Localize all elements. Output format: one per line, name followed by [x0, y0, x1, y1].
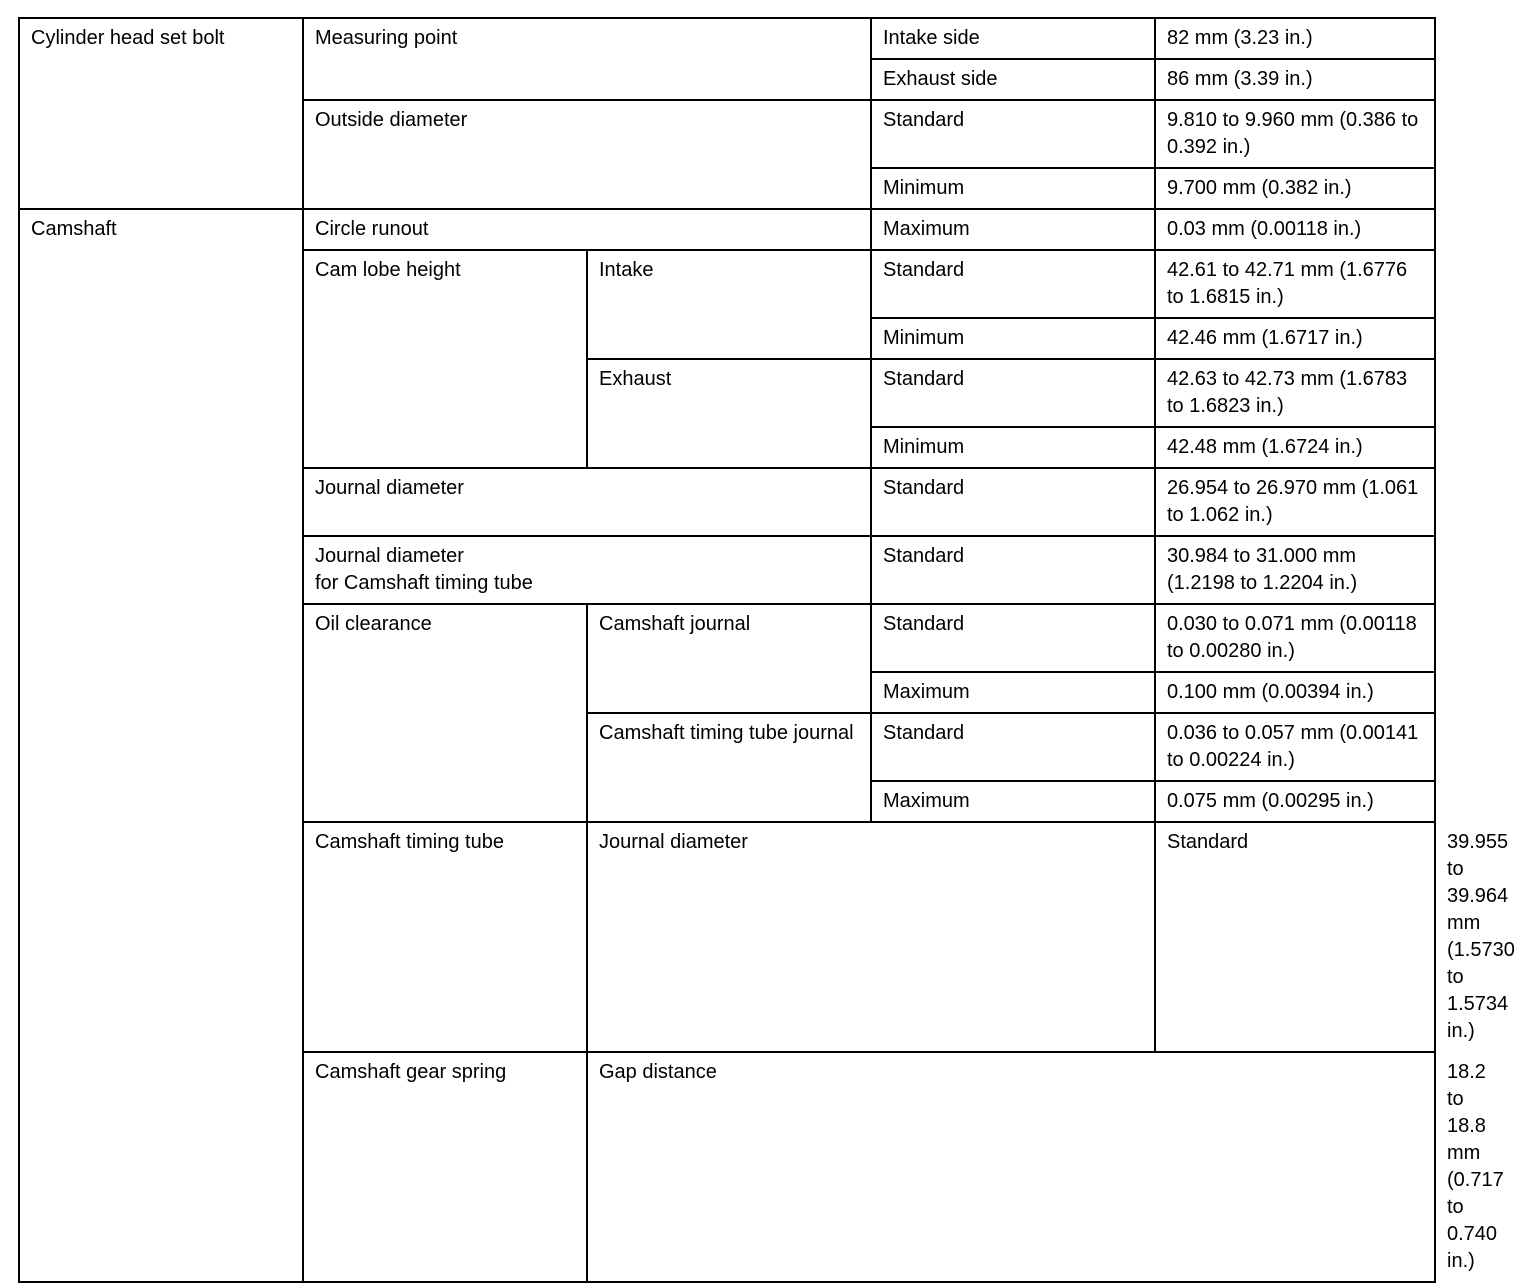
- condition-minimum: Minimum: [871, 168, 1155, 209]
- item-circle-runout: Circle runout: [303, 209, 871, 250]
- condition-maximum: Maximum: [871, 672, 1155, 713]
- condition-standard: Standard: [871, 536, 1155, 604]
- value-cam-lobe-exhaust-standard: 42.63 to 42.73 mm (1.6783 to 1.6823 in.): [1155, 359, 1435, 427]
- value-circle-runout-maximum: 0.03 mm (0.00118 in.): [1155, 209, 1435, 250]
- value-intake-side: 82 mm (3.23 in.): [1155, 18, 1435, 59]
- value-journal-diameter-timing-tube-standard: 30.984 to 31.000 mm (1.2198 to 1.2204 in.): [1155, 536, 1435, 604]
- value-outside-diameter-minimum: 9.700 mm (0.382 in.): [1155, 168, 1435, 209]
- subitem-intake: Intake: [587, 250, 871, 359]
- item-journal-diameter-line: Journal diameter: [315, 545, 464, 567]
- item-for-camshaft-timing-tube-line: for Camshaft timing tube: [315, 572, 533, 594]
- item-cam-lobe-height: Cam lobe height: [303, 250, 587, 468]
- condition-maximum: Maximum: [871, 781, 1155, 822]
- table-row: [19, 209, 1435, 250]
- condition-maximum: Maximum: [871, 209, 1155, 250]
- item-journal-diameter-timing-tube: [303, 536, 871, 604]
- subitem-camshaft-journal: Camshaft journal: [587, 604, 871, 713]
- item-timing-tube-journal-diameter: Journal diameter: [587, 822, 1155, 1052]
- table-row: Camshaft timing tube Journal diameter Standard 39.955 to 39.964 mm (1.5730 to 1.5734 in.): [19, 822, 1435, 1052]
- item-oil-clearance: Oil clearance: [303, 604, 587, 822]
- value-cam-lobe-intake-standard: 42.61 to 42.71 mm (1.6776 to 1.6815 in.): [1155, 250, 1435, 318]
- value-outside-diameter-standard: 9.810 to 9.960 mm (0.386 to 0.392 in.): [1155, 100, 1435, 168]
- condition-standard: Standard: [871, 100, 1155, 168]
- camshaft-specification-table: [18, 17, 1515, 1283]
- item-journal-diameter: Journal diameter: [303, 468, 871, 536]
- condition-exhaust-side: Exhaust side: [871, 59, 1155, 100]
- condition-standard: Standard: [871, 250, 1155, 318]
- group-camshaft-gear-spring: Camshaft gear spring: [303, 1052, 587, 1282]
- table-row: [19, 18, 1435, 59]
- subitem-camshaft-timing-tube-journal: Camshaft timing tube journal: [587, 713, 871, 822]
- condition-minimum: Minimum: [871, 427, 1155, 468]
- value-oil-clearance-tube-standard: 0.036 to 0.057 mm (0.00141 to 0.00224 in.): [1155, 713, 1435, 781]
- condition-standard: Standard: [871, 713, 1155, 781]
- value-cam-lobe-intake-minimum: 42.46 mm (1.6717 in.): [1155, 318, 1435, 359]
- condition-standard: Standard: [871, 604, 1155, 672]
- value-journal-diameter-standard: 26.954 to 26.970 mm (1.061 to 1.062 in.): [1155, 468, 1435, 536]
- subitem-exhaust: Exhaust: [587, 359, 871, 468]
- group-camshaft-timing-tube: Camshaft timing tube: [303, 822, 587, 1052]
- group-camshaft: Camshaft: [19, 209, 303, 1282]
- item-measuring-point: Measuring point: [303, 18, 871, 100]
- item-outside-diameter: Outside diameter: [303, 100, 871, 209]
- group-cylinder-head-set-bolt: Cylinder head set bolt: [19, 18, 303, 209]
- item-gap-distance: Gap distance: [587, 1052, 1435, 1282]
- condition-standard: Standard: [871, 468, 1155, 536]
- value-oil-clearance-tube-maximum: 0.075 mm (0.00295 in.): [1155, 781, 1435, 822]
- value-exhaust-side: 86 mm (3.39 in.): [1155, 59, 1435, 100]
- value-oil-clearance-journal-standard: 0.030 to 0.071 mm (0.00118 to 0.00280 in.): [1155, 604, 1435, 672]
- condition-intake-side: Intake side: [871, 18, 1155, 59]
- condition-standard: Standard: [871, 359, 1155, 427]
- condition-minimum: Minimum: [871, 318, 1155, 359]
- value-oil-clearance-journal-maximum: 0.100 mm (0.00394 in.): [1155, 672, 1435, 713]
- value-cam-lobe-exhaust-minimum: 42.48 mm (1.6724 in.): [1155, 427, 1435, 468]
- condition-standard: Standard: [1155, 822, 1435, 1052]
- table-row: Camshaft gear spring Gap distance 18.2 to 18.8 mm (0.717 to 0.740 in.): [19, 1052, 1435, 1282]
